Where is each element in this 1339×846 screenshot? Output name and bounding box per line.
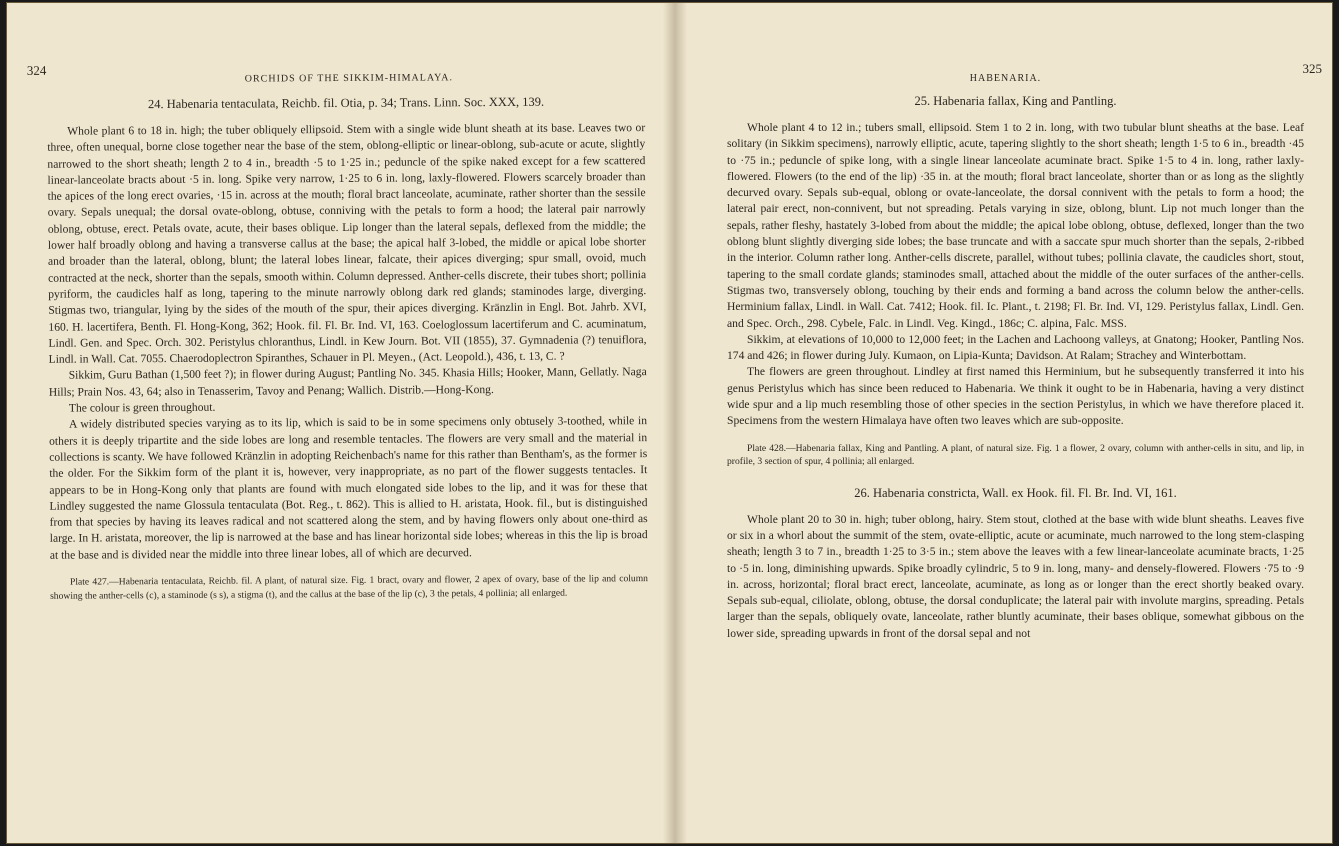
plate-note: Plate 427.—Habenaria tentaculata, Reichb. fil. A plant, of natural size. Fig. 1 bract, ovary and flower, 2 apex of ovary, base of the lip and column showing the anther-cells (c), a staminode (s s), a stigma (t), and the callus at the base of the lip (c), 3 the petals, 4 pollinia; all enlarged. <box>50 573 648 602</box>
book-spread <box>6 2 1333 844</box>
plate-note: Plate 428.—Habenaria fallax, King and Pantling. A plant, of natural size. Fig. 1 a flower, 2 ovary, column with anther-cells in situ, and lip, in profile, 3 section of spur, 4 pollinia; all enlarged. <box>727 442 1304 468</box>
paragraph: Whole plant 20 to 30 in. high; tuber oblong, hairy. Stem stout, clothed at the base with wide blunt sheaths. Leaves five or six in a whorl about the summit of the stem, ovate-elliptic, acute or acuminate, much narrowed to the long stem-clasping sheath; length 3 to 7 in., breadth 1·25 to 3·5 in.; stem above the leaves with a few linear-lanceolate acuminate bracts, 1·25 to ·5 in. long, diminishing upwards. Spike broadly cylindric, 5 to 9 in. long, many- and densely-flowered. Flowers ·75 to ·9 in. across, horizontal; floral bract erect, lanceolate, acuminate, as long as or longer than the erect shortly beaked ovary. Sepals sub-equal, ciliolate, oblong, obtuse, the dorsal conduplicate; the lateral pair with involute margins, spreading. Petals larger than the sepals, obliquely ovate, lanceolate, rather bluntly acuminate, their bases oblique, somewhat gibbous on the lower side, spreading upwards in front of the dorsal sepal and not <box>727 512 1304 640</box>
entry-title: 25. Habenaria fallax, King and Pantling. <box>914 94 1117 108</box>
paragraph: A widely distributed species varying as to its lip, which is said to be in some specimens only obtusely 3-toothed, while in others it is deeply tripartite and the side lobes are long and resemble tentacles. The flowers are very small and the material in collections is scanty. We have followed Kränzlin in adopting Reichenbach's name for this rather than Bentham's, as the former is the older. For the Sikkim form of the plant it is, however, very inappropriate, as no part of the flower suggests tentacles. It appears to be in Hong-Kong only that plants are found with much elongated side lobes to the lip, and it was for these that Lindley suggested the name Glossula tentaculata (Bot. Reg., t. 862). This is allied to H. aristata, Hook. fil., but is distinguished from that species by having its leaves radical and not scattered along the stem, and by having flowers only about one-third as large. In H. aristata, moreover, the lip is narrowed at the base and has linear horizontal side lobes; whereas in this the lip is broad at the base and is divided near the middle into three linear lobes, all of which are decurved. <box>49 414 648 562</box>
page-number: 324 <box>26 62 47 78</box>
left-page <box>4 1 667 845</box>
running-head: ORCHIDS OF THE SIKKIM-HIMALAYA. <box>244 72 454 85</box>
paragraph: Sikkim, at elevations of 10,000 to 12,000 feet; in the Lachen and Lachoong valleys, at Gnatong; Hooker, Pantling Nos. 174 and 426; in flower during July. Kumaon, on Lipia-Kunta; Davidson. At Ralam; Strachey and Winterbottam. <box>727 332 1304 363</box>
paragraph: Whole plant 6 to 18 in. high; the tuber obliquely ellipsoid. Stem with a single wide blunt sheath at its base. Leaves two or three, often unequal, borne close together near the base of the stem, oblong-elliptic or linear-oblong, sub-acute or acute, slightly narrowed to the short sheath; length 2 to 4 in., breadth ·5 to 1·25 in.; peduncle of the spike naked except for a few scattered linear-lanceolate bracts about ·5 in. long. Spike very narrow, 1·25 to 6 in. long, laxly-flowered. Flowers scarcely broader than the apices of the long erect ovaries, ·15 in. across at the mouth; floral bract lanceolate, acuminate, rather shorter than the sessile ovary. Sepals unequal; the dorsal ovate-oblong, obtuse, conniving with the petals to form a hood; the lateral pair narrowly oblong, obtuse, erect. Petals ovate, acute, their bases oblique. Lip longer than the lateral sepals, deflexed from the middle; the lower half broadly oblong and having a transverse callus at the base; the apical half 3-lobed, the middle or apical lobe shorter and broader than the lateral, oblong, blunt; the lateral lobes linear, falcate, their apices diverging; spur small, ovoid, much contracted at the neck, shorter than the sepals, smooth within. Column depressed. Anther-cells discrete, their tubes short; pollinia pyriform, the caudicles half as long, tapering to the minute narrowly oblong dark red glands; staminodes large, diverging. Stigmas two, triangular, lying by the sides of the mouth of the spur, their apices diverging. Kränzlin in Engl. Bot. Jahrb. XVI, 160. H. lacertifera, Benth. Fl. Hong-Kong, 362; Hook. fil. Fl. Br. Ind. VI, 163. Coeloglossum lacertiferum and C. acuminatum, Lindl. Gen. and Spec. Orch. 302. Peristylus chloranthus, Lindl. in Kew Journ. Bot. VII (1855), 37. Gymnadenia (?) tenuiflora, Lindl. in Wall. Cat. 7055. Chaerodoplectron Spiranthes, Schauer in Pl. Meyen., (Act. Leopold.), 436, t. 13, C. ? <box>47 121 647 366</box>
paragraph: The flowers are green throughout. Lindley at first named this Herminium, but he subsequently transferred it into his genus Peristylus which has since been reduced to Habenaria. We think it ought to be in Habenaria, having a very distinct wide spur and a lip much resembling those of other species in the section Peristylus, in which we have therefore placed it. Specimens from the western Himalaya have often two leaves which are sub-opposite. <box>727 365 1304 428</box>
right-page <box>677 3 1334 843</box>
running-head: HABENARIA. <box>969 73 1042 84</box>
paragraph: Sikkim, Guru Bathan (1,500 feet ?); in flower during August; Pantling No. 345. Khasia Hills; Hooker, Mann, Gellatly. Naga Hills; Prain Nos. 43, 64; also in Tenasserim, Tavoy and Penang; Wallich. Distrib.—Hong-Kong. <box>48 365 647 399</box>
entry-title: 26. Habenaria constricta, Wall. ex Hook. fil. Fl. Br. Ind. VI, 161. <box>854 485 1177 500</box>
paragraph: The colour is green throughout. <box>68 400 216 415</box>
paragraph: Whole plant 4 to 12 in.; tubers small, ellipsoid. Stem 1 to 2 in. long, with two tubular blunt sheaths at the base. Leaf solitary (in Sikkim specimens), narrowly elliptic, acute, tapering slightly to the short sheath; length 1·5 to 6 in., breadth ·45 to ·75 in.; peduncle of spike long, with a single linear lanceolate acuminate bract. Spike 1·5 to 4 in. long, rather laxly-flowered. Flowers (to the end of the lip) ·35 in. at the mouth; floral bract lanceolate, shorter than or as long as the slightly decurved ovary. Sepals sub-equal, oblong or ovate-lanceolate, the dorsal connivent with the petals to form a hood; the lateral pair erect, non-connivent, but not spreading. Petals varying in size, oblong, blunt. Lip not much longer than the sepals, rather fleshy, hastately 3-lobed from about the middle; the apical lobe oblong, obtuse, deflexed, longer than the two oblong blunt slightly diverging side lobes; the base truncate and with a saccate spur much shorter than the sepals, 2-ribbed in the interior. Column rather long. Anther-cells discrete, parallel, without tubes; pollinia clavate, the caudicles short, stout, tapering to the small cordate glands; staminodes small, attached about the middle of the outer surfaces of the anther-cells. Stigmas two, transversely oblong, touching by their ends and forming a band across the column below the anther-cells. Herminium fallax, Lindl. in Wall. Cat. 7412; Hook. fil. Ic. Plant., t. 2198; Fl. Br. Ind. VI, 129. Peristylus fallax, Lindl. Gen. and Spec. Orch., 298. Cybele, Falc. in Lindl. Veg. Kingd., 186c; C. alpina, Falc. MSS. <box>727 121 1304 330</box>
page-number: 325 <box>1302 61 1322 76</box>
entry-title: 24. Habenaria tentaculata, Reichb. fil. Otia, p. 34; Trans. Linn. Soc. XXX, 139. <box>147 94 545 112</box>
